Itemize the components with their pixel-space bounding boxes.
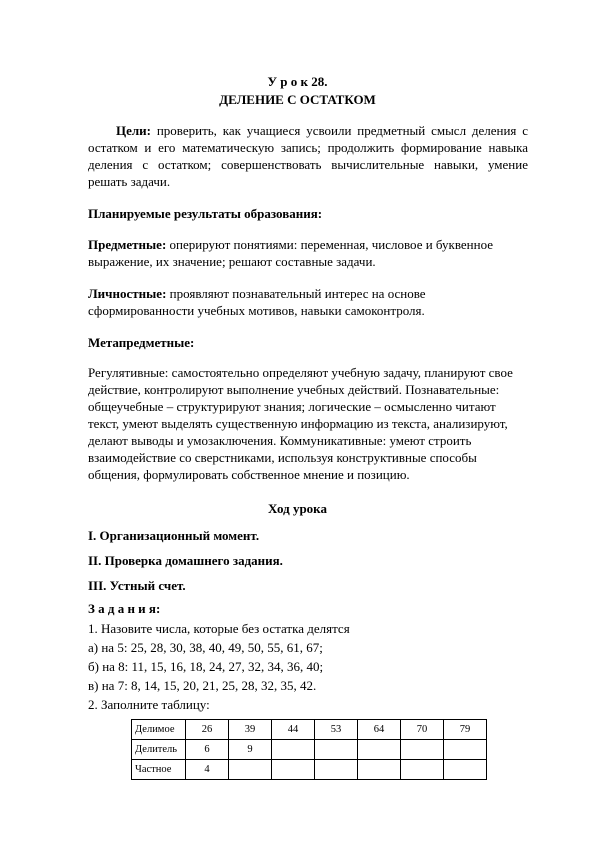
table-row [132, 760, 487, 780]
task-1: 1. Назовите числа, которые без остатка делятся [88, 621, 350, 636]
table-row [132, 720, 487, 740]
personal-text: проявляют познавательный интерес на основе сформированности учебных мотивов, навыки самоконтроля. [88, 286, 426, 318]
task-1-a: а) на 5: 25, 28, 30, 38, 40, 49, 50, 55, 61, 67; [88, 640, 323, 655]
goals-text: проверить, как учащиеся усвоили предметный смысл деления с остатком и его математическую запись; продолжить формирование навыка деления с остатком; совершенствовать вычислительные навыки, умение решать задачи. [88, 123, 528, 189]
planned-results-heading: Планируемые результаты образования: [88, 206, 323, 221]
table-cell [358, 740, 401, 760]
table-cell: 6 [186, 740, 229, 760]
task-1-c: в) на 7: 8, 14, 15, 20, 21, 25, 28, 32, 35, 42. [88, 678, 317, 693]
table-cell [315, 760, 358, 780]
subject-label: Предметные: [88, 237, 167, 252]
goals-label: Цели: [116, 123, 151, 138]
task-1-b: б) на 8: 11, 15, 16, 18, 24, 27, 32, 34, 36, 40; [88, 659, 324, 674]
lesson-number: У р о к 28. [267, 74, 328, 89]
table-cell: 53 [315, 720, 358, 740]
table-cell [272, 760, 315, 780]
table-cell: 4 [186, 760, 229, 780]
table-cell: 44 [272, 720, 315, 740]
table-cell: 70 [401, 720, 444, 740]
personal-results [88, 285, 528, 319]
table-cell [358, 760, 401, 780]
personal-label: Личностные: [88, 286, 167, 301]
table-cell [401, 740, 444, 760]
task-2: 2. Заполните таблицу: [88, 697, 210, 712]
table-cell [444, 740, 487, 760]
table-cell: 64 [358, 720, 401, 740]
page-title: ДЕЛЕНИЕ С ОСТАТКОМ [219, 92, 376, 107]
row-label: Делитель [132, 740, 186, 760]
tasks-label: З а д а н и я: [88, 601, 161, 616]
subject-results [88, 236, 528, 270]
row-label: Делимое [132, 720, 186, 740]
meta-heading: Метапредметные: [88, 335, 195, 350]
row-label: Частное [132, 760, 186, 780]
lesson-step-2: II. Проверка домашнего задания. [88, 553, 283, 568]
table-cell [229, 760, 272, 780]
table-cell: 39 [229, 720, 272, 740]
subject-text: оперируют понятиями: переменная, числовое и буквенное выражение, их значение; решают составные задачи. [88, 237, 494, 269]
table-cell: 79 [444, 720, 487, 740]
lesson-step-1: I. Организационный момент. [88, 528, 260, 543]
table-cell [315, 740, 358, 760]
table-cell [444, 760, 487, 780]
division-table [131, 719, 487, 780]
table-cell: 26 [186, 720, 229, 740]
table-cell [401, 760, 444, 780]
meta-text: Регулятивные: самостоятельно определяют учебную задачу, планируют свое действие, контролируют выполнение учебных действий. Познавательные: общеучебные – структурируют знания; логические – осмысленно читают текст, умеют выделять существенную информацию из текста, анализируют, делают выводы и умозаключения. Коммуникативные: умеют строить взаимодействие со сверстниками, используя конструктивные способы общения, формулировать собственное мнение и позицию. [88, 365, 513, 482]
lesson-step-3: III. Устный счет. [88, 578, 186, 593]
table-cell [272, 740, 315, 760]
goals-paragraph [88, 122, 528, 190]
table-cell: 9 [229, 740, 272, 760]
lesson-heading: Ход урока [268, 501, 327, 516]
table-row [132, 740, 487, 760]
